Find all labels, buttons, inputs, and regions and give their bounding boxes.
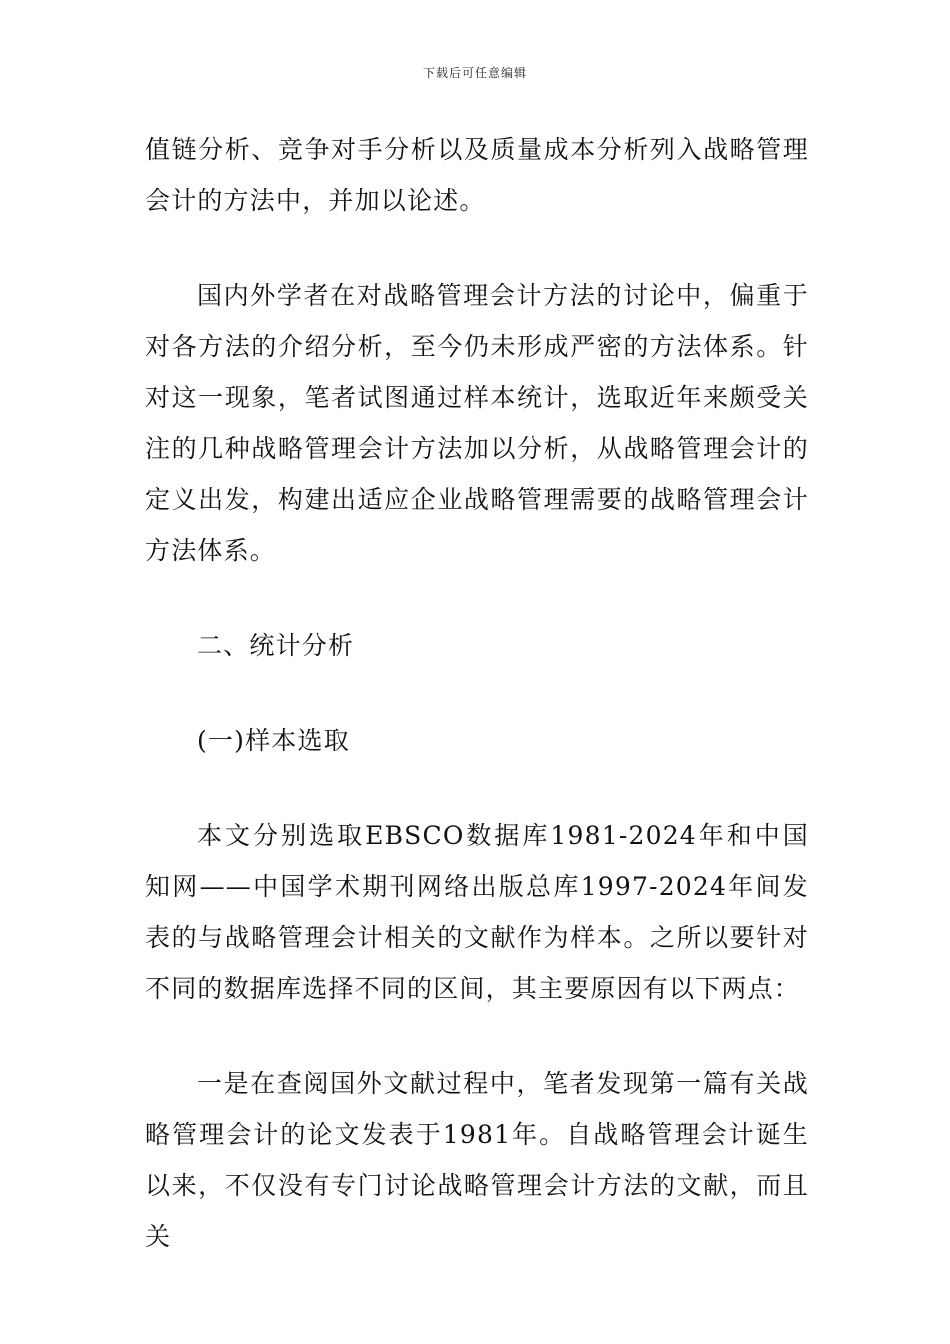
paragraph-sample-selection: 本文分别选取EBSCO数据库1981-2024年和中国知网——中国学术期刊网络出版总库1997-2024年间发表的与战略管理会计相关的文献作为样本。之所以要针对不同的数据库选择不同的区间，其主要原因有以下两点： [145, 821, 809, 1003]
subsection-heading: (一)样本选取 [197, 726, 350, 755]
paragraph-continuation: 值链分析、竞争对手分析以及质量成本分析列入战略管理会计的方法中，并加以论述。 [145, 135, 809, 215]
page-header: 下载后可任意编辑 [422, 66, 527, 80]
section-heading: 二、统计分析 [197, 631, 355, 660]
document-body [145, 124, 809, 1262]
paragraph-methods-discussion: 国内外学者在对战略管理会计方法的讨论中，偏重于对各方法的介绍分析，至今仍未形成严密的方法体系。针对这一现象，笔者试图通过样本统计，选取近年来颇受关注的几种战略管理会计方法加以分析，从战略管理会计的定义出发，构建出适应企业战略管理需要的战略管理会计方法体系。 [145, 281, 809, 565]
paragraph-reason-one: 一是在查阅国外文献过程中，笔者发现第一篇有关战略管理会计的论文发表于1981年。自战略管理会计诞生以来，不仅没有专门讨论战略管理会计方法的文献，而且关 [145, 1069, 809, 1251]
